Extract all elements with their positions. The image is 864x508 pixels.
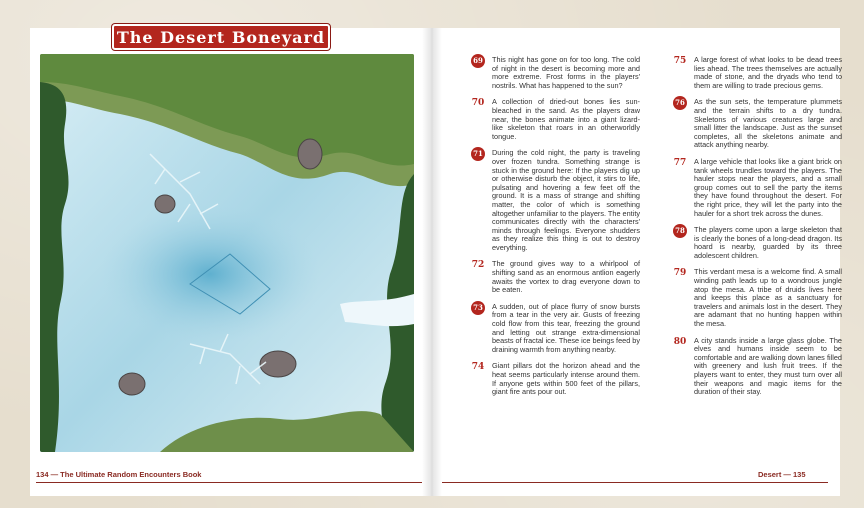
entry-text: A city stands inside a large glass globe. The elves and humans inside seem to be comfortable and are walking down lanes filled with greenery and lush fruit trees. If the players want to enter, they must turn over all their weapons and magic items for the duration of their stay.	[694, 335, 842, 397]
encounter-entry	[470, 362, 640, 396]
title-banner	[112, 24, 330, 50]
encounter-entry	[672, 226, 842, 260]
entry-text: This verdant mesa is a welcome find. A small winding path leads up to a wondrous jungle atop the mesa. A tribe of druids lives here and keeps this place as a sanctuary for travelers and animals lost in the desert. They are adamant that no hunting happen within the mesa.	[694, 267, 842, 329]
entry-number: 77	[673, 157, 687, 168]
map-illustration	[40, 54, 414, 452]
encounter-entry	[470, 149, 640, 252]
entry-number-badge: 69	[471, 54, 485, 68]
entry-text: As the sun sets, the temperature plummets and the terrain shifts to a dry tundra. Skeletons of various creatures large and small litter the landscape. Just as the sunset completes, all the skeletons animate and attack anything nearby.	[694, 97, 842, 150]
encounter-entry	[470, 303, 640, 355]
entry-number-badge: 78	[673, 224, 687, 238]
footer-rule-left	[36, 482, 422, 483]
entry-number: 80	[673, 336, 687, 347]
encounter-entry	[672, 337, 842, 397]
entry-text: This night has gone on for too long. The cold of night in the desert is becoming more and more extreme. Frost forms in the players' nostrils. What has happened to the sun?	[492, 55, 640, 90]
entry-number: 70	[471, 98, 485, 109]
desert-boneyard-map	[40, 54, 414, 452]
page-title: The Desert Boneyard	[116, 27, 326, 47]
entry-number-badge: 73	[471, 301, 485, 315]
entry-number: 74	[471, 362, 485, 373]
entry-text: A large vehicle that looks like a giant brick on tank wheels trundles toward the players. The hauler stops near the players, and a small group comes out to sell the party the items they have found throughout the desert. For the right price, they will let the party into the hauler for a short trek across the dunes.	[694, 156, 842, 218]
footer-right: Desert — 135	[758, 470, 806, 479]
encounter-entry	[672, 56, 842, 90]
entry-text: The players come upon a large skeleton that is clearly the bones of a long-dead dragon. Its hoard is nearby, guarded by its three adolescent children.	[694, 225, 842, 260]
encounter-entry	[672, 268, 842, 328]
entry-number-badge: 71	[471, 147, 485, 161]
encounter-column-left	[470, 56, 640, 405]
footer-rule-right	[442, 482, 828, 483]
book-gutter	[422, 28, 442, 496]
entry-text: The ground gives way to a whirlpool of shifting sand as an enormous antlion eagerly awaits the vortex to drag everyone down to be eaten.	[492, 259, 640, 295]
entry-number-badge: 76	[673, 96, 687, 110]
entry-text: A collection of dried-out bones lies sun-bleached in the sand. As the players draw near, the bones animate into a giant lizard-like skeleton that roars in an otherworldly tongue.	[492, 97, 640, 141]
encounter-column-right	[672, 56, 842, 405]
entry-text: A large forest of what looks to be dead trees lies ahead. The trees themselves are actually made of stone, and the dryads who tend to them are willing to trade precious gems.	[694, 55, 842, 90]
entry-text: Giant pillars dot the horizon ahead and the heat seems particularly intense around them. If anyone gets within 500 feet of the pillars, giant fire ants pour out.	[492, 361, 640, 397]
encounter-entry	[672, 158, 842, 218]
entry-number: 79	[673, 268, 687, 279]
footer-left: 134 — The Ultimate Random Encounters Book	[36, 470, 202, 479]
entry-text: A sudden, out of place flurry of snow bursts from a tear in the very air. Gusts of freezing cold flow from this tear, freezing the ground and letting out strange extra-dimensional beasts of fractal ice. These ice beings feed by draining warmth from anything nearby.	[492, 301, 640, 354]
encounter-entry	[470, 260, 640, 294]
entry-text: During the cold night, the party is traveling over frozen tundra. Something strange is stuck in the ground here: If the players dig up or otherwise disturb the object, it stirs to life, pulsating and hovering a few feet off the ground. It is a mass of strange and shifting matter, the color of which is something altogether unfamiliar to the players. The entity communicates directly with the characters' minds through feelings. Everyone shudders as they realize this thing is out to destroy everything.	[492, 148, 640, 252]
encounter-entry	[672, 98, 842, 150]
entry-number: 75	[673, 56, 687, 66]
encounter-entry	[470, 98, 640, 141]
encounter-entry	[470, 56, 640, 90]
entry-number: 72	[471, 260, 485, 271]
